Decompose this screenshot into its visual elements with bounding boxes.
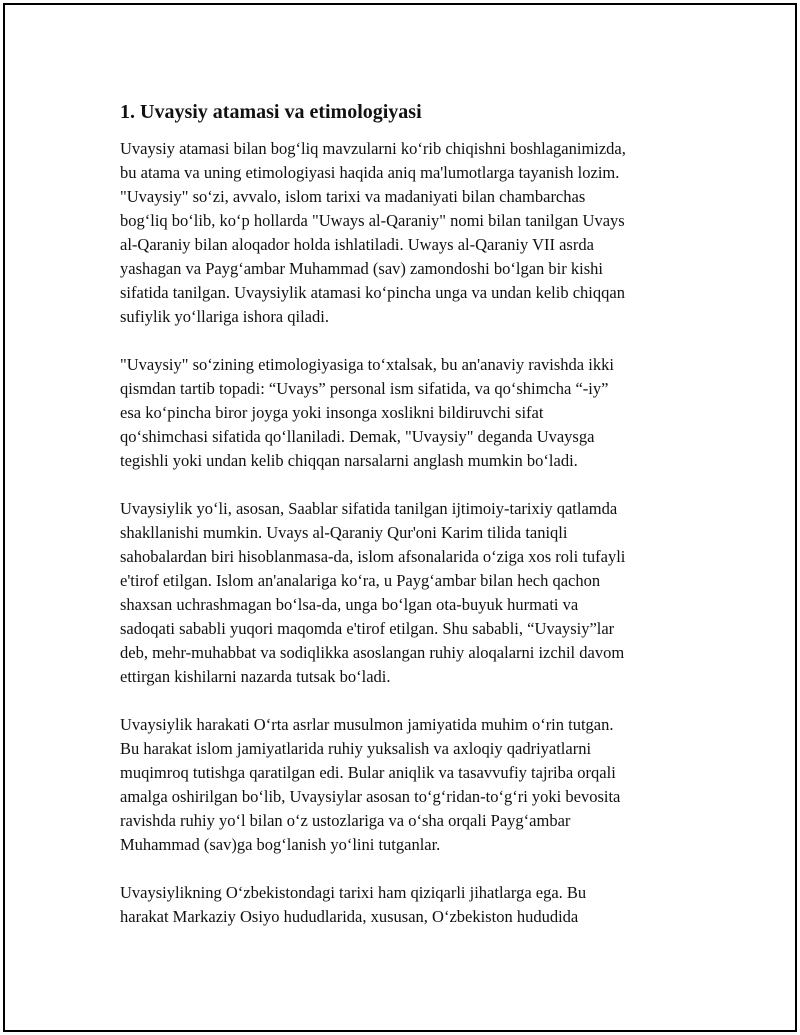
text-line: ettirgan kishilarni nazarda tutsak bo‘ladi. <box>120 667 391 686</box>
text-line: sifatida tanilgan. Uvaysiylik atamasi ko‘pincha unga va undan kelib chiqqan <box>120 283 625 302</box>
text-line: Uvaysiylik yo‘li, asosan, Saablar sifatida tanilgan ijtimoiy-tarixiy qatlamda <box>120 499 618 518</box>
text-line: muqimroq tutishga qaratilgan edi. Bular aniqlik va tasavvufiy tajriba orqali <box>120 763 616 782</box>
text-line: bu atama va uning etimologiyasi haqida aniq ma'lumotlarga tayanish lozim. <box>120 163 620 182</box>
text-line: "Uvaysiy" so‘zi, avvalo, islom tarixi va madaniyati bilan chambarchas <box>120 187 586 206</box>
paragraph <box>120 497 690 689</box>
paragraph-list <box>120 137 690 929</box>
paragraph <box>120 137 690 329</box>
text-line: yashagan va Payg‘ambar Muhammad (sav) zamondoshi bo‘lgan bir kishi <box>120 259 603 278</box>
text-line: tegishli yoki undan kelib chiqqan narsalarni anglash mumkin bo‘ladi. <box>120 451 578 470</box>
text-line: amalga oshirilgan bo‘lib, Uvaysiylar asosan to‘g‘ridan-to‘g‘ri yoki bevosita <box>120 787 621 806</box>
text-line: esa ko‘pincha biror joyga yoki insonga xoslikni bildiruvchi sifat <box>120 403 544 422</box>
text-line: sufiylik yo‘llariga ishora qiladi. <box>120 307 329 326</box>
text-line: ravishda ruhiy yo‘l bilan o‘z ustozlariga va o‘sha orqali Payg‘ambar <box>120 811 571 830</box>
text-line: sadoqati sababli yuqori maqomda e'tirof etilgan. Shu sababli, “Uvaysiy”lar <box>120 619 615 638</box>
paragraph <box>120 881 690 929</box>
document-body <box>120 99 690 953</box>
paragraph <box>120 713 690 857</box>
text-line: deb, mehr-muhabbat va sodiqlikka asoslangan ruhiy aloqalarni izchil davom <box>120 643 625 662</box>
text-line: harakat Markaziy Osiyo hududlarida, xususan, O‘zbekiston hududida <box>120 907 579 926</box>
text-line: shaxsan uchrashmagan bo‘lsa-da, unga bo‘lgan ota-buyuk hurmati va <box>120 595 579 614</box>
text-line: Bu harakat islom jamiyatlarida ruhiy yuksalish va axloqiy qadriyatlarni <box>120 739 592 758</box>
text-line: Uvaysiy atamasi bilan bog‘liq mavzularni ko‘rib chiqishni boshlaganimizda, <box>120 139 626 158</box>
text-line: e'tirof etilgan. Islom an'analariga ko‘ra, u Payg‘ambar bilan hech qachon <box>120 571 601 590</box>
text-line: bog‘liq bo‘lib, ko‘p hollarda "Uways al-Qaraniy" nomi bilan tanilgan Uvays <box>120 211 625 230</box>
text-line: sahobalardan biri hisoblanmasa-da, islom afsonalarida o‘ziga xos roli tufayli <box>120 547 626 566</box>
paragraph <box>120 353 690 473</box>
page-frame <box>3 3 797 1032</box>
text-line: qo‘shimchasi sifatida qo‘llaniladi. Demak, "Uvaysiy" deganda Uvaysga <box>120 427 595 446</box>
text-line: Uvaysiylikning O‘zbekistondagi tarixi ham qiziqarli jihatlarga ega. Bu <box>120 883 587 902</box>
text-line: qismdan tartib topadi: “Uvays” personal ism sifatida, va qo‘shimcha “-iy” <box>120 379 609 398</box>
text-line: Uvaysiylik harakati O‘rta asrlar musulmon jamiyatida muhim o‘rin tutgan. <box>120 715 614 734</box>
text-line: "Uvaysiy" so‘zining etimologiyasiga to‘xtalsak, bu an'anaviy ravishda ikki <box>120 355 614 374</box>
text-line: al-Qaraniy bilan aloqador holda ishlatiladi. Uways al-Qaraniy VII asrda <box>120 235 594 254</box>
text-line: Muhammad (sav)ga bog‘lanish yo‘lini tutganlar. <box>120 835 441 854</box>
section-heading: 1. Uvaysiy atamasi va etimologiyasi <box>120 101 422 123</box>
text-line: shakllanishi mumkin. Uvays al-Qaraniy Qur'oni Karim tilida taniqli <box>120 523 568 542</box>
